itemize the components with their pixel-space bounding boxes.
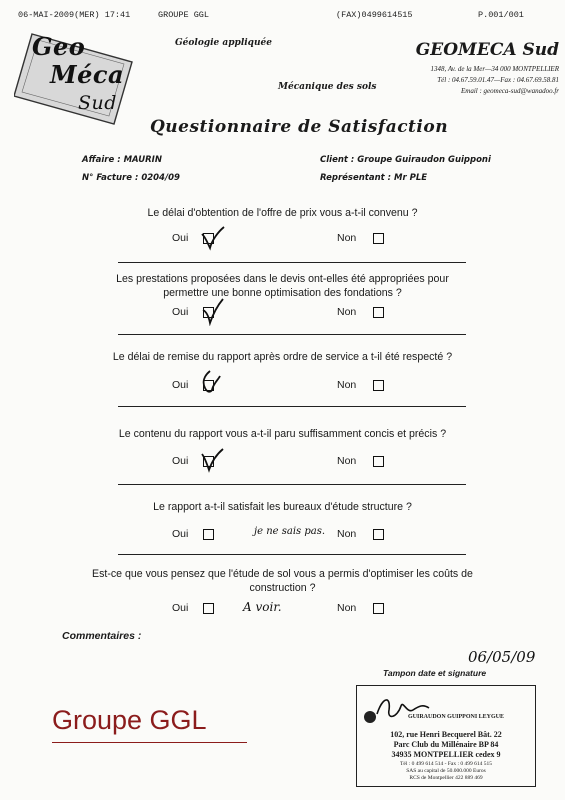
question-6 (0, 567, 565, 595)
q5-oui-checkbox[interactable] (203, 529, 214, 540)
signature-scribble-icon (373, 692, 433, 726)
representant-field: Représentant : Mr PLE (320, 173, 428, 183)
q4-check-mark-icon (198, 446, 226, 474)
handwritten-date: 06/05/09 (468, 648, 536, 666)
oui-label: Oui (172, 528, 189, 540)
question-1 (0, 206, 565, 220)
q6-handwritten-note: A voir. (243, 600, 282, 614)
q3-non-checkbox[interactable] (373, 380, 384, 391)
divider-1 (118, 262, 466, 263)
stamp-address2: Parc Club du Millénaire BP 84 (393, 740, 499, 749)
divider-5 (118, 554, 466, 555)
question-2-line1: Les prestations proposées dans le devis ont-elles été appropriées pour (116, 273, 449, 285)
question-2 (0, 272, 565, 300)
divider-2 (118, 334, 466, 335)
stamp-company: GUIRAUDON GUIPPONI LEYGUE (407, 714, 504, 720)
company-email: Email : geomeca-sud@wanadoo.fr (460, 87, 559, 95)
stamp-address1: 102, rue Henri Becquerel Bât. 22 (390, 730, 502, 739)
stamp-capital: SAS au capital de 50.000.000 Euros (406, 768, 486, 774)
tagline-geology: Géologie appliquée (175, 38, 272, 48)
fax-sender: GROUPE GGL (158, 10, 210, 20)
footer-brand: Groupe GGL (52, 705, 207, 735)
oui-label: Oui (172, 232, 189, 244)
question-3-line1: Le délai de remise du rapport après ordre de service a t-il été respecté ? (112, 351, 453, 363)
oui-label: Oui (172, 602, 189, 614)
stamp-address3: 34935 MONTPELLIER cedex 9 (391, 750, 501, 759)
divider-4 (118, 484, 466, 485)
footer-brand-underline (52, 742, 247, 743)
question-3 (0, 350, 565, 364)
facture-field: N° Facture : 0204/09 (82, 173, 180, 183)
fax-header (0, 10, 565, 22)
client-field: Client : Groupe Guiraudon Guipponi (320, 155, 491, 165)
oui-label: Oui (172, 455, 189, 467)
question-6-line1: Est-ce que vous pensez que l'étude de sol vous a permis d'optimiser les coûts de (92, 568, 473, 580)
q3-check-mark-icon (196, 368, 224, 398)
q5-handwritten-note: je ne sais pas. (254, 526, 326, 537)
non-label: Non (337, 528, 357, 540)
divider-3 (118, 406, 466, 407)
q5-non-checkbox[interactable] (373, 529, 384, 540)
question-6-line2: construction ? (249, 582, 316, 594)
stamp-phone: Tél : 0 499 614 514 - Fax : 0 499 614 515 (400, 761, 492, 767)
fax-date-time: 06-MAI-2009(MER) 17:41 (18, 10, 131, 20)
company-block (349, 40, 559, 97)
question-4-line1: Le contenu du rapport vous a-t-il paru suffisamment concis et précis ? (118, 428, 447, 440)
company-address: 1348, Av. de la Mer—34 000 MONTPELLIER (430, 65, 559, 73)
tagline-mechanics: Mécanique des sols (278, 82, 377, 92)
company-name: GEOMECA Sud (415, 40, 559, 60)
q1-check-mark-icon (198, 224, 226, 252)
oui-label: Oui (172, 306, 189, 318)
q6-oui-checkbox[interactable] (203, 603, 214, 614)
stamp-label: Tampon date et signature (383, 668, 487, 678)
q6-non-checkbox[interactable] (373, 603, 384, 614)
company-stamp (356, 685, 536, 787)
question-4 (0, 427, 565, 441)
company-phone-fax: Tél : 04.67.59.01.47—Fax : 04.67.69.58.81 (437, 76, 559, 84)
comments-label: Commentaires : (62, 630, 142, 642)
non-label: Non (337, 306, 357, 318)
affaire-field: Affaire : MAURIN (82, 155, 162, 165)
q2-check-mark-icon (198, 296, 226, 326)
question-2-line2: permettre une bonne optimisation des fondations ? (163, 287, 402, 299)
question-5 (0, 500, 565, 514)
logo-geo: Geo (32, 32, 86, 61)
oui-label: Oui (172, 379, 189, 391)
non-label: Non (337, 455, 357, 467)
q4-non-checkbox[interactable] (373, 456, 384, 467)
q2-non-checkbox[interactable] (373, 307, 384, 318)
logo-sud: Sud (78, 92, 117, 114)
geomeca-logo (14, 26, 140, 126)
logo-meca: Méca (50, 60, 124, 89)
stamp-rcs: RCS de Montpellier 422 889 469 (409, 775, 483, 781)
fax-page: P.001/001 (478, 10, 524, 20)
non-label: Non (337, 602, 357, 614)
fax-number: (FAX)0499614515 (336, 10, 413, 20)
page-title: Questionnaire de Satisfaction (150, 117, 449, 137)
q1-non-checkbox[interactable] (373, 233, 384, 244)
non-label: Non (337, 379, 357, 391)
non-label: Non (337, 232, 357, 244)
question-1-line1: Le délai d'obtention de l'offre de prix vous a-t-il convenu ? (147, 207, 418, 219)
question-5-line1: Le rapport a-t-il satisfait les bureaux d'étude structure ? (153, 501, 412, 513)
